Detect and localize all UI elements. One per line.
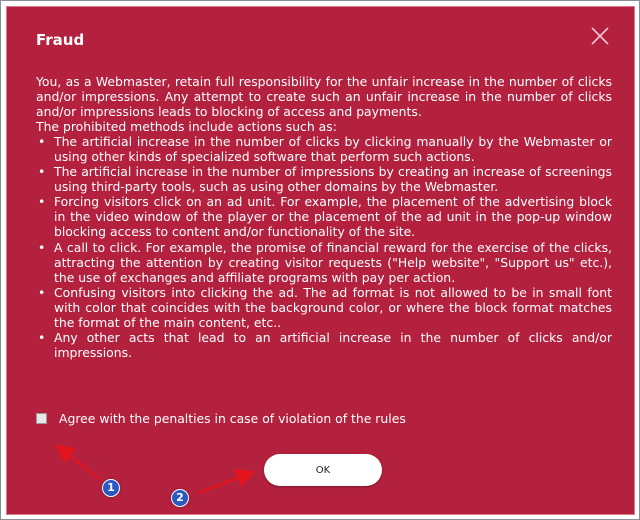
rule-text: Confusing visitors into clicking the ad. The ad format is not allowed to be in small font with color that coincides with the background color, or where the block format matches the format of the main content, etc.. (54, 284, 612, 330)
list-item (36, 164, 612, 194)
intro-paragraph: You, as a Webmaster, retain full responsibility for the unfair increase in the number of clicks and/or impressions. Any attempt to create such an unfair increase in the number of clicks and/or impressions leads to blocking of access and payments. (36, 74, 612, 120)
bullet-icon: • (38, 239, 46, 255)
rule-text: Forcing visitors click on an ad unit. For example, the placement of the advertising block in the video window of the player or the placement of the ad unit in the pop-up window blocking access to content and/or functionality of the site. (54, 194, 612, 240)
list-item (36, 194, 612, 239)
list-item (36, 134, 612, 164)
close-icon[interactable] (589, 25, 611, 47)
dialog-title: Fraud (36, 31, 85, 49)
prohibited-heading: The prohibited methods include actions such as: (36, 119, 337, 135)
list-item (36, 285, 612, 330)
list-item (36, 240, 612, 285)
dialog-body (36, 74, 612, 360)
ok-button[interactable]: OK (264, 454, 382, 486)
annotation-marker-1: 1 (102, 479, 120, 497)
agree-label[interactable]: Agree with the penalties in case of violation of the rules (59, 410, 406, 426)
rule-text: The artificial increase in the number of impressions by creating an increase of screenings using third-party tools, such as using other domains by the Webmaster. (54, 164, 612, 195)
annotation-marker-2: 2 (171, 489, 189, 507)
fraud-dialog (6, 6, 635, 515)
agree-row[interactable] (36, 410, 406, 426)
rule-text: The artificial increase in the number of clicks by clicking manually by the Webmaster or using other kinds of specialized software that perform such actions. (54, 134, 612, 165)
rule-text: Any other acts that lead to an artificial increase in the number of clicks and/or impressions. (54, 329, 612, 360)
bullet-icon: • (38, 284, 46, 300)
bullet-icon: • (38, 194, 46, 210)
prohibited-methods-list (36, 134, 612, 360)
bullet-icon: • (38, 329, 46, 345)
agree-checkbox[interactable] (36, 413, 47, 424)
bullet-icon: • (38, 134, 46, 150)
rule-text: A call to click. For example, the promise of financial reward for the exercise of the clicks, attracting the attention by creating visitor requests ("Help website", "Support us" etc.), the use of exchanges and affiliate programs with pay per action. (54, 239, 612, 285)
bullet-icon: • (38, 164, 46, 180)
list-item (36, 330, 612, 360)
